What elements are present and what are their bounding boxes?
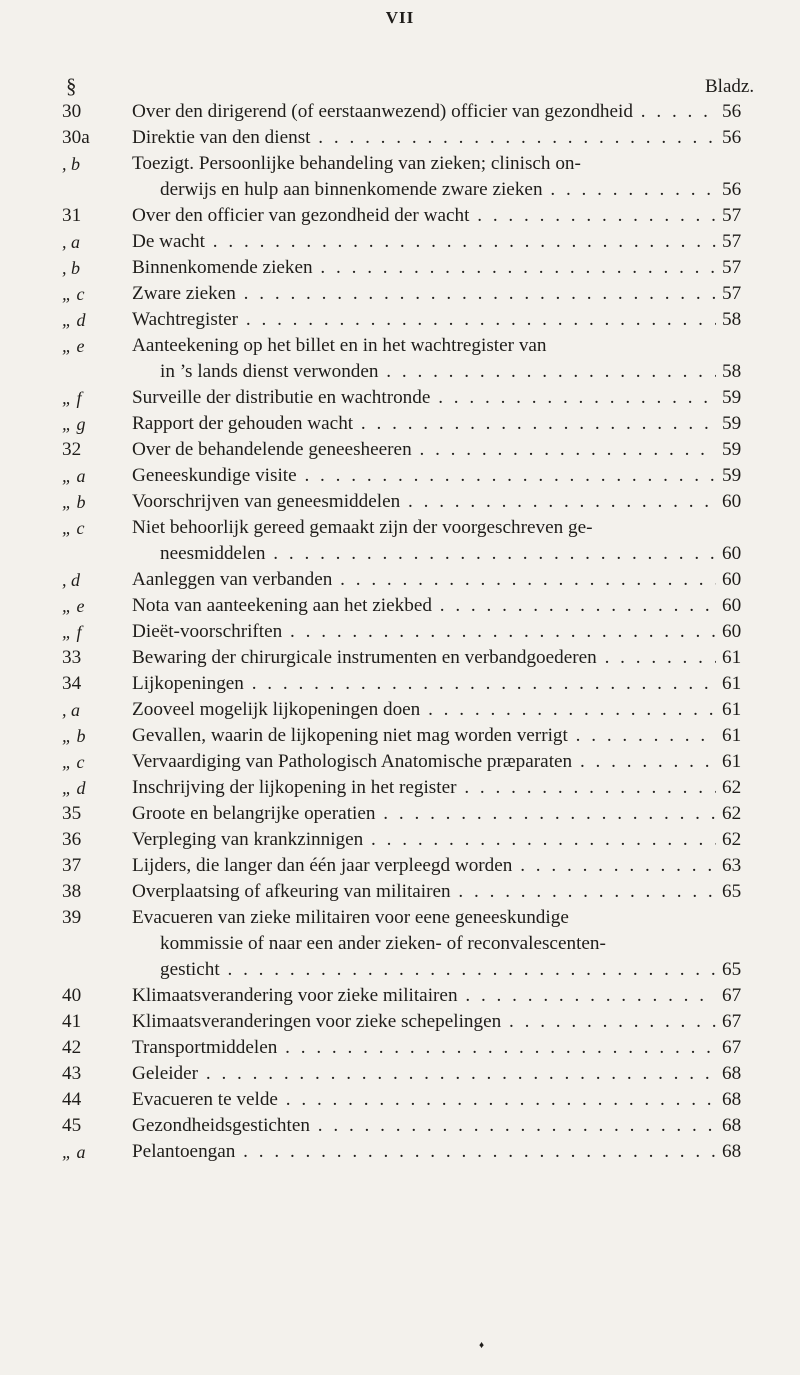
entry-title: Inschrijving der lijkopening in het register . . .	[132, 775, 716, 801]
toc-entry	[0, 255, 800, 281]
toc-entry	[0, 281, 800, 307]
entry-page-number: 62	[722, 803, 742, 824]
entry-number: 44	[62, 1089, 82, 1110]
entry-number: „ g	[62, 414, 86, 434]
entry-page-number: 67	[722, 985, 742, 1006]
entry-number: „ e	[62, 596, 85, 616]
toc-entry	[0, 697, 800, 723]
toc-entry	[0, 983, 800, 1009]
entry-title: Aanleggen van verbanden . . .	[132, 567, 716, 593]
entry-title: kommissie of naar een ander zieken- of reconvalescenten-	[160, 933, 606, 954]
entry-number: 32	[62, 439, 82, 460]
entry-number: „ c	[62, 284, 85, 304]
toc-entry	[0, 99, 800, 125]
entry-page-number: 59	[722, 465, 742, 486]
entry-page-number: 61	[722, 647, 742, 668]
entry-page-number: 65	[722, 881, 742, 902]
entry-number: 42	[62, 1037, 82, 1058]
entry-title: Direktie van den dienst . . .	[132, 125, 716, 151]
entry-title: Over den officier van gezondheid der wacht . . .	[132, 203, 716, 229]
entry-number: 37	[62, 855, 82, 876]
toc-entry	[0, 853, 800, 879]
entry-number: „ f	[62, 622, 82, 642]
entry-page-number: 57	[722, 283, 742, 304]
entry-page-number: 60	[722, 491, 742, 512]
section-column-header: §	[66, 74, 77, 98]
toc-entry	[0, 463, 800, 489]
page-column-header: Bladz.	[705, 76, 755, 97]
entry-title: Klimaatsveranderingen voor zieke schepelingen . . .	[132, 1009, 716, 1035]
entry-number: 30	[62, 101, 82, 122]
entry-number: „ e	[62, 336, 85, 356]
toc-entry-continuation	[0, 541, 800, 567]
toc-entry-continuation	[0, 931, 800, 957]
entry-number: , b	[62, 154, 80, 174]
entry-number: „ c	[62, 518, 85, 538]
entry-title: Klimaatsverandering voor zieke militairen . . .	[132, 983, 716, 1009]
toc-entry	[0, 151, 800, 177]
entry-title: Geleider . . .	[132, 1061, 716, 1087]
entry-page-number: 68	[722, 1089, 742, 1110]
entry-page-number: 59	[722, 439, 742, 460]
entry-title: neesmiddelen . . .	[160, 541, 716, 567]
toc-entry	[0, 1009, 800, 1035]
entry-title: Zooveel mogelijk lijkopeningen doen . . .	[132, 697, 716, 723]
entry-page-number: 60	[722, 569, 742, 590]
toc-entry	[0, 567, 800, 593]
toc-entry	[0, 1061, 800, 1087]
toc-entry	[0, 229, 800, 255]
entry-title: Rapport der gehouden wacht . . .	[132, 411, 716, 437]
entry-page-number: 68	[722, 1141, 742, 1162]
table-of-contents	[0, 99, 800, 1165]
entry-title: Gezondheidsgestichten . . .	[132, 1113, 716, 1139]
entry-number: „ d	[62, 778, 86, 798]
toc-entry	[0, 515, 800, 541]
entry-page-number: 63	[722, 855, 742, 876]
entry-title: Lijders, die langer dan één jaar verpleegd worden . . .	[132, 853, 716, 879]
toc-entry	[0, 723, 800, 749]
entry-title: Evacueren van zieke militairen voor eene geneeskundige	[132, 907, 569, 928]
entry-title: Bewaring der chirurgicale instrumenten en verbandgoederen . . .	[132, 645, 716, 671]
entry-number: , b	[62, 258, 80, 278]
toc-entry	[0, 671, 800, 697]
entry-page-number: 58	[722, 309, 742, 330]
entry-number: „ c	[62, 752, 85, 772]
entry-title: Verpleging van krankzinnigen . . .	[132, 827, 716, 853]
entry-title: Pelantoengan . . .	[132, 1139, 716, 1165]
entry-page-number: 59	[722, 387, 742, 408]
entry-number: 39	[62, 907, 82, 928]
entry-page-number: 57	[722, 205, 742, 226]
entry-title: Lijkopeningen . . .	[132, 671, 716, 697]
toc-entry	[0, 775, 800, 801]
entry-number: „ b	[62, 492, 86, 512]
entry-number: , d	[62, 570, 80, 590]
entry-page-number: 60	[722, 543, 742, 564]
entry-page-number: 57	[722, 257, 742, 278]
toc-entry-continuation	[0, 957, 800, 983]
entry-page-number: 61	[722, 699, 742, 720]
entry-title: Over de behandelende geneesheeren . . .	[132, 437, 716, 463]
entry-title: Groote en belangrijke operatien . . .	[132, 801, 716, 827]
ornament-mark: ♦	[479, 1340, 485, 1351]
entry-number: 45	[62, 1115, 82, 1136]
toc-entry	[0, 749, 800, 775]
entry-number: „ d	[62, 310, 86, 330]
entry-page-number: 60	[722, 595, 742, 616]
entry-title: Evacueren te velde . . .	[132, 1087, 716, 1113]
entry-title: Voorschrijven van geneesmiddelen . . .	[132, 489, 716, 515]
toc-entry-continuation	[0, 359, 800, 385]
entry-title: Wachtregister . . .	[132, 307, 716, 333]
toc-entry	[0, 827, 800, 853]
entry-page-number: 61	[722, 725, 742, 746]
toc-entry	[0, 489, 800, 515]
entry-title: Niet behoorlijk gereed gemaakt zijn der voorgeschreven ge-	[132, 517, 593, 538]
toc-entry	[0, 645, 800, 671]
entry-page-number: 62	[722, 829, 742, 850]
entry-title: Overplaatsing of afkeuring van militairen . . .	[132, 879, 716, 905]
entry-title: gesticht . . .	[160, 957, 716, 983]
entry-page-number: 56	[722, 127, 742, 148]
toc-entry	[0, 333, 800, 359]
entry-number: 30a	[62, 127, 90, 148]
entry-page-number: 65	[722, 959, 742, 980]
toc-entry	[0, 203, 800, 229]
entry-title: Geneeskundige visite . . .	[132, 463, 716, 489]
toc-entry	[0, 801, 800, 827]
toc-entry	[0, 1035, 800, 1061]
entry-page-number: 61	[722, 673, 742, 694]
entry-page-number: 57	[722, 231, 742, 252]
toc-entry	[0, 905, 800, 931]
entry-title: Dieët-voorschriften . . .	[132, 619, 716, 645]
entry-title: Gevallen, waarin de lijkopening niet mag worden verrigt . . .	[132, 723, 716, 749]
entry-title: Vervaardiging van Pathologisch Anatomische præparaten . . .	[132, 749, 716, 775]
toc-entry-continuation	[0, 177, 800, 203]
toc-entry	[0, 307, 800, 333]
toc-entry	[0, 879, 800, 905]
entry-page-number: 68	[722, 1115, 742, 1136]
entry-page-number: 56	[722, 179, 742, 200]
entry-number: 41	[62, 1011, 82, 1032]
entry-page-number: 61	[722, 751, 742, 772]
entry-title: Toezigt. Persoonlijke behandeling van zieken; clinisch on-	[132, 153, 581, 174]
page-number: VII	[385, 8, 415, 27]
toc-entry	[0, 385, 800, 411]
toc-entry	[0, 437, 800, 463]
entry-number: 35	[62, 803, 82, 824]
entry-page-number: 59	[722, 413, 742, 434]
entry-number: „ a	[62, 466, 86, 486]
entry-title: Surveille der distributie en wachtronde . . .	[132, 385, 716, 411]
entry-title: Aanteekening op het billet en in het wachtregister van	[132, 335, 547, 356]
entry-title: Binnenkomende zieken . . .	[132, 255, 716, 281]
entry-page-number: 60	[722, 621, 742, 642]
entry-number: 34	[62, 673, 82, 694]
entry-number: 43	[62, 1063, 82, 1084]
entry-number: 38	[62, 881, 82, 902]
toc-entry	[0, 593, 800, 619]
entry-page-number: 67	[722, 1011, 742, 1032]
entry-page-number: 62	[722, 777, 742, 798]
entry-page-number: 58	[722, 361, 742, 382]
entry-title: Transportmiddelen . . .	[132, 1035, 716, 1061]
toc-entry	[0, 1113, 800, 1139]
entry-page-number: 56	[722, 101, 742, 122]
entry-number: „ b	[62, 726, 86, 746]
entry-title: Nota van aanteekening aan het ziekbed . . .	[132, 593, 716, 619]
entry-title: in ’s lands dienst verwonden . . .	[160, 359, 716, 385]
toc-entry	[0, 619, 800, 645]
entry-number: , a	[62, 700, 80, 720]
entry-number: , a	[62, 232, 80, 252]
entry-title: derwijs en hulp aan binnenkomende zware zieken . . .	[160, 177, 716, 203]
entry-number: 40	[62, 985, 82, 1006]
entry-number: 31	[62, 205, 82, 226]
toc-entry	[0, 125, 800, 151]
entry-number: 33	[62, 647, 82, 668]
toc-entry	[0, 411, 800, 437]
entry-number: „ f	[62, 388, 82, 408]
toc-entry	[0, 1139, 800, 1165]
entry-title: Over den dirigerend (of eerstaanwezend) officier van gezondheid . . .	[132, 99, 716, 125]
entry-number: 36	[62, 829, 82, 850]
entry-page-number: 67	[722, 1037, 742, 1058]
entry-number: „ a	[62, 1142, 86, 1162]
toc-entry	[0, 1087, 800, 1113]
entry-title: De wacht . . .	[132, 229, 716, 255]
entry-title: Zware zieken . . .	[132, 281, 716, 307]
entry-page-number: 68	[722, 1063, 742, 1084]
